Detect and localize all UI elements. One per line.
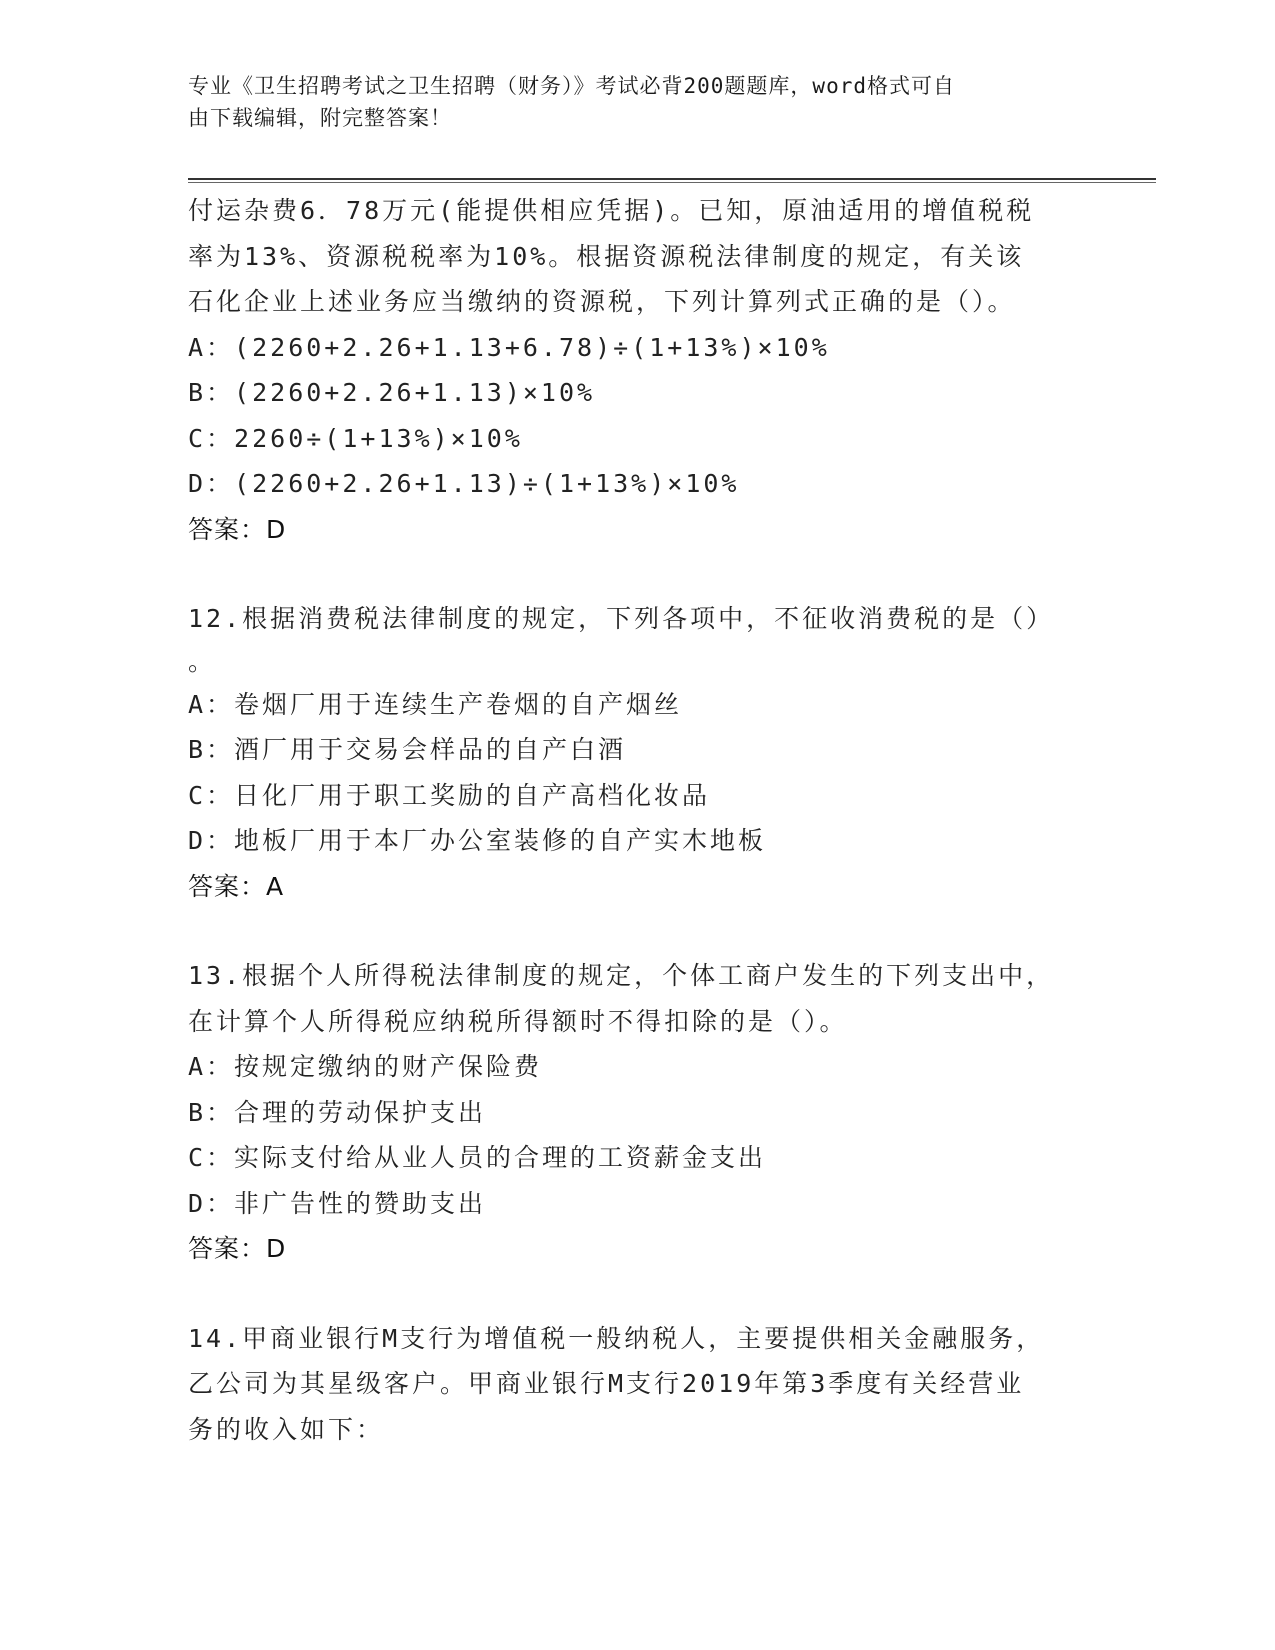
question-stem-line: 13.根据个人所得税法律制度的规定，个体工商户发生的下列支出中， [188,961,1055,990]
question-stem-line: 付运杂费6．78万元(能提供相应凭据)。已知，原油适用的增值税税 [188,196,1035,225]
question-stem-line: 务的收入如下： [188,1414,385,1444]
question-13 [188,953,1088,1272]
option-a: A：(2260+2.26+1.13+6.78)÷(1+13%)×10% [188,332,830,362]
header-divider-thin [188,182,1156,183]
option-b: B：合理的劳动保护支出 [188,1097,487,1127]
option-d: D：地板厂用于本厂办公室装修的自产实木地板 [188,826,767,855]
answer-line: 答案：D [188,514,287,544]
option-c: C：2260÷(1+13%)×10% [188,423,523,453]
spacer [188,552,1088,596]
question-stem-line: 12.根据消费税法律制度的规定，下列各项中，不征收消费税的是（） [188,604,1055,633]
option-d: D：(2260+2.26+1.13)÷(1+13%)×10% [188,469,740,498]
option-d: D：非广告性的赞助支出 [188,1188,487,1218]
question-stem-line: 乙公司为其星级客户。甲商业银行M支行2019年第3季度有关经营业 [188,1369,1025,1398]
option-b: B：酒厂用于交易会样品的自产白酒 [188,735,627,764]
answer-line: 答案：A [188,871,285,901]
question-stem-line: 石化企业上述业务应当缴纳的资源税，下列计算列式正确的是（）。 [188,287,1016,316]
header-divider [188,178,1156,180]
option-c: C：日化厂用于职工奖励的自产高档化妆品 [188,780,711,810]
spacer [188,909,1088,953]
question-12 [188,596,1088,909]
question-stem-line: 率为13%、资源税税率为10%。根据资源税法律制度的规定，有关该 [188,241,1025,271]
question-stem-line: 。 [188,646,214,676]
option-a: A：按规定缴纳的财产保险费 [188,1052,543,1081]
answer-line: 答案：D [188,1234,287,1263]
question-stem-line: 14.甲商业银行M支行为增值税一般纳税人，主要提供相关金融服务， [188,1323,1045,1353]
option-c: C：实际支付给从业人员的合理的工资薪金支出 [188,1143,767,1172]
question-14 [188,1316,1088,1453]
question-11 [188,188,1088,552]
question-stem-line: 在计算个人所得税应纳税所得额时不得扣除的是（）。 [188,1006,848,1036]
option-b: B：(2260+2.26+1.13)×10% [188,378,596,407]
document-header [188,70,1068,134]
spacer [188,1272,1088,1316]
option-a: A：卷烟厂用于连续生产卷烟的自产烟丝 [188,689,683,719]
header-title-line-1: 专业《卫生招聘考试之卫生招聘（财务）》考试必背200题题库，word格式可自 [188,74,955,98]
header-title-line-2: 由下载编辑，附完整答案！ [188,106,452,130]
document-body [188,188,1088,1452]
